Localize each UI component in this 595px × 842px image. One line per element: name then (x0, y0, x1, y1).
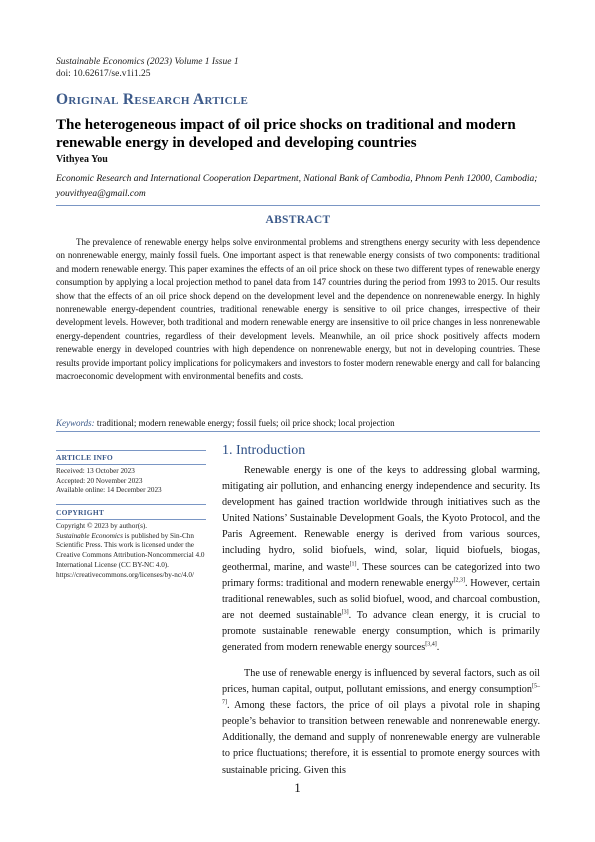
citation[interactable]: [5–7] (222, 683, 540, 706)
author-affiliation: Economic Research and International Cooperation Department, National Bank of Cambodia, Phnom Penh 12000, Cambodia; youvithyea@gmail.com (56, 174, 538, 199)
intro-paragraph-2 (222, 666, 540, 779)
intro-text: . (436, 642, 440, 654)
section-title: 1. Introduction (222, 443, 306, 458)
intro-text: . However, certain traditional renewables, such as solid biofuel, wood, and charcoal combustion, are not deemed sustainable (222, 577, 540, 621)
article-info-heading: ARTICLE INFO (56, 453, 113, 462)
doi[interactable]: doi: 10.62617/se.v1i1.25 (56, 69, 151, 79)
license-text: is published by Sin-Chn Scientific Press. This work is licensed under the Creative Commons Attribution-Noncommercial 4.0 International License (CC BY-NC 4.0). (56, 531, 205, 569)
keywords (56, 417, 540, 429)
accepted-date: Accepted: 20 November 2023 (56, 476, 143, 485)
abstract-text: The prevalence of renewable energy helps solve environmental problems and strengthens energy security with less dependence on nonrenewable energy, mainly fossil fuels. One important aspect is that renewable energy consists of two components: traditional and modern renewable energy. This paper examines the effects of an oil price shock on these two different types of renewable energy consumption by applying a local projection method to panel data from 147 countries during the period from 1993 to 2015. Our results show that the effects of an oil price shock depend on the development level and the dependence on nonrenewable energy. In highly nonrenewable energy-dependent countries, traditional renewable energy is sensitive to oil price changes, irrespective of their development levels. However, both traditional and modern renewable energy are insensitive to oil price changes in less nonrenewable energy-dependent countries, regardless of their development levels. Meanwhile, an oil price shock positively affects modern renewable energy in developed countries with high dependence on nonrenewable energy, but not in developing countries. These results provide important policy implications for policymakers and investors to foster modern renewable energy and call for balancing macroeconomic development with environmental benefits and costs. (56, 237, 540, 382)
copyright-heading: COPYRIGHT (56, 508, 105, 517)
article-type: Original Research Article (56, 91, 249, 108)
paper-title: The heterogeneous impact of oil price shocks on traditional and modern renewable energy in developed and developing countries (56, 117, 516, 151)
article-info-dates (56, 467, 206, 496)
citation[interactable]: [1] (349, 561, 357, 568)
sidebar-rule (56, 519, 206, 520)
citation[interactable]: [2,3] (453, 577, 466, 584)
intro-text: . Among these factors, the price of oil plays a pivotal role in shaping people’s behavior to transition between renewable and nonrenewable energy. Additionally, the demand and supply of nonrenewable energy are vulnerable to price fluctuations; therefore, it is essential to promote energy sources with sustainable pricing. Given this (222, 700, 540, 776)
copyright-line: Copyright © 2023 by author(s). (56, 522, 148, 530)
intro-text: . These sources can be categorized into two primary forms: traditional and modern renewable energy (222, 561, 540, 589)
license-statement (56, 532, 206, 571)
intro-text: Renewable energy is one of the keys to addressing global warming, mitigating air pollution, and enhancing energy independence and security. Its development has gained traction worldwide through initiatives such as the United Nations’ Sustainable Development Goals, the Kyoto Protocol, and the Paris Agreement. Renewable energy is derived from various sources, including hydro, solid biofuels, wind, solar, liquid biofuels, biogas, geothermal, marine, and waste (222, 465, 540, 573)
citation[interactable]: [3,4] (425, 641, 437, 648)
keywords-label: Keywords: (56, 418, 95, 428)
citation[interactable]: [3] (341, 609, 349, 616)
sidebar-rule (56, 464, 206, 465)
intro-paragraph-1 (222, 463, 540, 656)
header-divider (56, 205, 540, 206)
received-date: Received: 13 October 2023 (56, 467, 135, 475)
abstract-heading: ABSTRACT (265, 214, 331, 226)
sidebar-rule (56, 504, 206, 505)
sidebar-rule-top (56, 450, 206, 451)
available-date: Available online: 14 December 2023 (56, 486, 162, 495)
page-number: 1 (294, 780, 301, 795)
journal-name: Sustainable Economics (56, 531, 123, 540)
author-name: Vithyea You (56, 154, 108, 165)
keywords-divider (56, 431, 540, 432)
journal-citation: Sustainable Economics (2023) Volume 1 Issue 1 (56, 57, 239, 67)
copyright-text (56, 522, 206, 580)
license-url[interactable]: https://creativecommons.org/licenses/by-nc/4.0/ (56, 570, 194, 579)
intro-text: The use of renewable energy is influenced by several factors, such as oil prices, human capital, output, pollutant emissions, and energy consumption (222, 668, 540, 696)
keywords-text: traditional; modern renewable energy; fossil fuels; oil price shock; local projection (94, 418, 395, 428)
intro-text: . To advance clean energy, it is crucial to promote sustainable renewable energy consumption, which is primarily generated from modern renewable energy sources (222, 609, 540, 654)
